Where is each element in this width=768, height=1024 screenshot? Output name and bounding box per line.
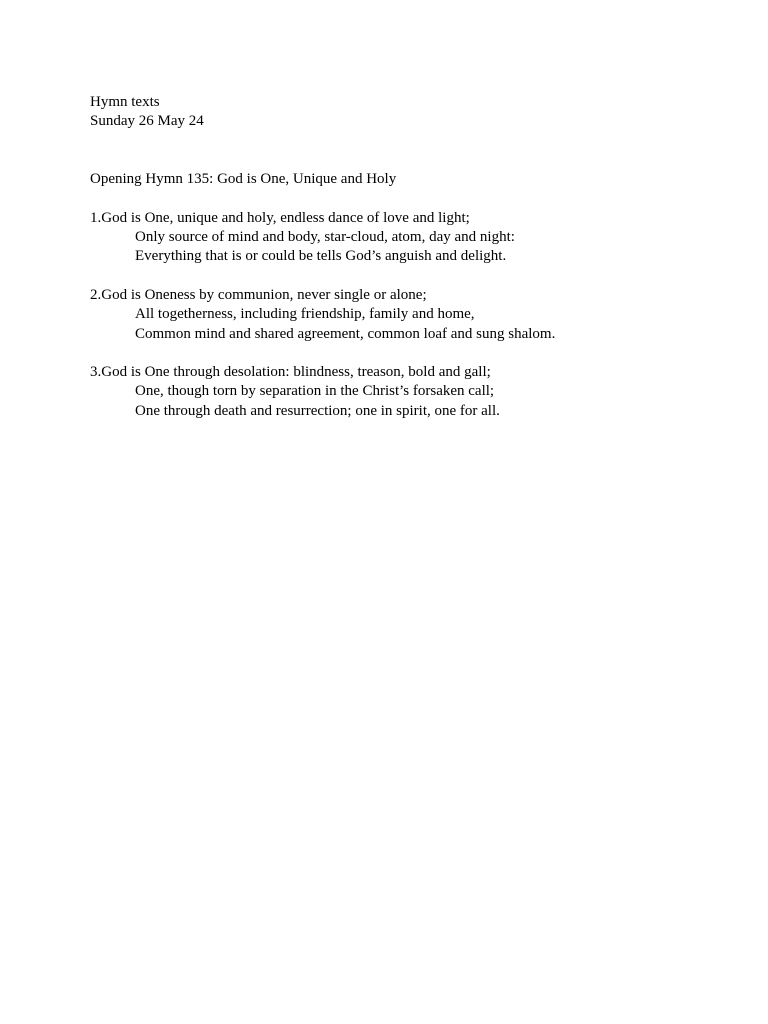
verse-line: All togetherness, including friendship, family and home, bbox=[135, 306, 475, 323]
verse-line: Only source of mind and body, star-cloud, atom, day and night: bbox=[135, 229, 515, 246]
verse-line: 1.God is One, unique and holy, endless dance of love and light; bbox=[90, 209, 470, 226]
verse-line: 3.God is One through desolation: blindness, treason, bold and gall; bbox=[90, 364, 491, 381]
verse-line: Everything that is or could be tells God’s anguish and delight. bbox=[135, 248, 507, 265]
verse-line: One through death and resurrection; one in spirit, one for all. bbox=[135, 402, 500, 419]
document-title: Hymn texts bbox=[90, 94, 160, 110]
verse-line: 2.God is Oneness by communion, never single or alone; bbox=[90, 286, 427, 303]
verse-line: One, though torn by separation in the Christ’s forsaken call; bbox=[135, 383, 495, 400]
hymn-title: Opening Hymn 135: God is One, Unique and Holy bbox=[90, 171, 397, 188]
document-page bbox=[90, 93, 730, 440]
verse-line: Common mind and shared agreement, common loaf and sung shalom. bbox=[135, 325, 556, 342]
document-date: Sunday 26 May 24 bbox=[90, 113, 204, 130]
verse-1 bbox=[90, 209, 730, 267]
verse-2 bbox=[90, 286, 730, 344]
document-header bbox=[90, 93, 730, 132]
verse-3 bbox=[90, 363, 730, 421]
